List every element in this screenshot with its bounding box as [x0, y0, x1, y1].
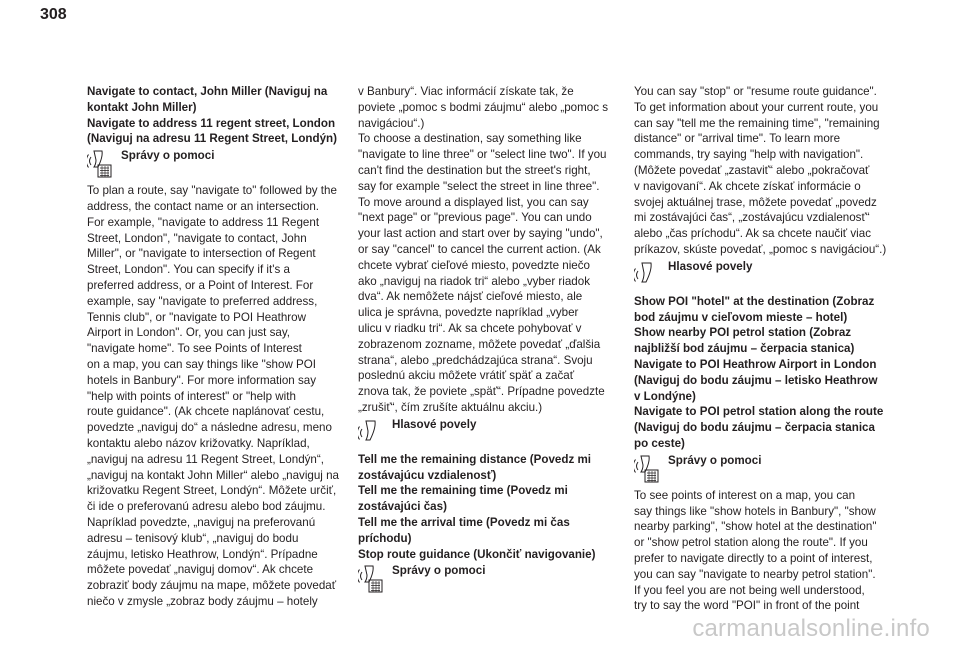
body-line: To plan a route, say "navigate to" followed by the: [87, 184, 337, 198]
body-line: try to say the word "POI" in front of the point: [634, 599, 860, 613]
body-line: v Banbury“. Viac informácií získate tak, že: [358, 85, 574, 98]
body-line: example, say "navigate to preferred address,: [87, 294, 318, 308]
body-line: niečo v zmysle „zobraz body záujmu – hotely: [87, 594, 318, 608]
body-line: address, the contact name or an intersection.: [87, 199, 320, 213]
body-line: For example, "navigate to address 11 Regent: [87, 215, 320, 229]
help-messages-row: [87, 148, 349, 178]
body-line: v navigovaní“. Ak chcete získať informácie o: [634, 179, 861, 193]
col2-heading: [358, 452, 620, 563]
heading-line: kontakt John Miller): [87, 100, 197, 114]
voice-commands-row: [634, 259, 896, 289]
col1-heading: [87, 84, 349, 147]
heading-line: Tell me the arrival time (Povedz mi čas: [358, 515, 570, 529]
body-line: preferred address, or a Point of Interest. For: [87, 278, 314, 292]
heading-line: Navigate to address 11 regent street, London: [87, 116, 336, 130]
heading-line: zostávajúcu vzdialenosť): [358, 468, 497, 482]
body-line: nearby parking", "show hotel at the destination": [634, 520, 877, 534]
heading-line: (Naviguj do bodu záujmu – letisko Heathrow: [634, 373, 878, 387]
icon-label: Správy o pomoci: [668, 453, 762, 467]
help-message-icon: [87, 148, 113, 178]
body-line: your last action and start over by saying "undo",: [358, 227, 603, 241]
body-line: "next page" or "previous page". You can undo: [358, 211, 592, 225]
body-line: To see points of interest on a map, you can: [634, 488, 856, 502]
body-line: distance" or "arrival time". To learn more: [634, 132, 841, 146]
voice-command-icon: [634, 259, 660, 289]
body-line: strana“, alebo „predchádzajúca strana“. Svoju: [358, 353, 593, 367]
body-line: príkazov, skúste povedať, „pomoc s navigáciou“.): [634, 242, 887, 256]
body-line: You can say "stop" or "resume route guidance".: [634, 85, 877, 98]
heading-line: Show nearby POI petrol station (Zobraz: [634, 326, 852, 340]
body-line: povedzte „naviguj do“ a následne adresu, meno: [87, 421, 332, 435]
body-line: If you feel you are not being well understood,: [634, 583, 865, 597]
icon-label: Správy o pomoci: [121, 149, 215, 163]
heading-line: zostávajúci čas): [358, 500, 447, 514]
body-line: či ide o preferovanú adresu alebo bod záujmu.: [87, 500, 326, 514]
body-line: poviete „pomoc s bodmi záujmu“ alebo „pomoc s: [358, 100, 609, 114]
body-line: To choose a destination, say something like: [358, 132, 582, 146]
body-line: say for example "select the street in line three".: [358, 179, 600, 193]
heading-line: Navigate to POI petrol station along the route: [634, 405, 884, 419]
body-line: can say "tell me the remaining time", "remaining: [634, 116, 880, 130]
body-line: ulicu v riadku tri“. Ak sa chcete pohybovať v: [358, 321, 582, 335]
heading-line: (Naviguj do bodu záujmu – čerpacia stanica: [634, 421, 875, 435]
heading-line: Navigate to contact, John Miller (Naviguj na: [87, 85, 328, 98]
body-line: svojej aktuálnej trase, môžete povedať „povedz: [634, 195, 877, 209]
body-line: Miller", or "navigate to intersection of Regent: [87, 247, 316, 261]
body-line: znova tak, že poviete „späť“. Prípadne povedzte: [358, 385, 605, 399]
heading-line: Navigate to POI Heathrow Airport in London: [634, 357, 877, 371]
body-line: navigáciou“.): [358, 116, 425, 130]
col3-heading: [634, 294, 896, 452]
body-line: "help with points of interest" or "help with: [87, 389, 296, 403]
body-line: záujmu, letisko Heathrow, Londýn“. Prípadne: [87, 547, 318, 561]
help-message-icon: [358, 563, 384, 593]
heading-line: Tell me the remaining distance (Povedz mi: [358, 452, 592, 466]
body-line: or say "cancel" to cancel the current action. (Ak: [358, 242, 601, 256]
heading-line: v Londýne): [634, 389, 696, 403]
body-line: ako „naviguj na riadok tri“ alebo „vyber riadok: [358, 274, 590, 288]
body-line: „naviguj na kontakt John Miller“ alebo „naviguj na: [87, 468, 339, 482]
body-line: Street, London", "navigate to contact, John: [87, 231, 307, 245]
heading-line: Tell me the remaining time (Povedz mi: [358, 484, 568, 498]
body-line: „zrušiť“, čím zrušíte aktuálnu akciu.): [358, 400, 543, 414]
body-line: To move around a displayed list, you can say: [358, 195, 589, 209]
body-line: adresu – tenisový klub“, „naviguj do bodu: [87, 531, 299, 545]
body-line: križovatku Regent Street, Londýn“. Môžete určiť,: [87, 484, 337, 498]
body-line: Napríklad povedzte, „naviguj na preferovanú: [87, 515, 316, 529]
heading-line: najbližší bod záujmu – čerpacia stanica): [634, 342, 855, 356]
help-messages-row: [634, 453, 896, 483]
heading-line: príchodu): [358, 531, 412, 545]
column-1: [87, 84, 349, 610]
column-3: [634, 84, 896, 614]
voice-commands-row: [358, 417, 620, 447]
body-line: To get information about your current route, you: [634, 100, 879, 114]
body-line: Street, London". You can specify if it's a: [87, 263, 290, 277]
col3-body: [634, 84, 896, 258]
body-line: zobraziť body záujmu na mape, môžete povedať: [87, 579, 337, 593]
body-line: route guidance". (Ak chcete naplánovať cestu,: [87, 405, 325, 419]
icon-label: Hlasové povely: [392, 417, 477, 431]
body-line: on a map, you can say things like "show POI: [87, 357, 317, 371]
body-line: dva“. Ak nemôžete nájsť cieľové miesto, ale: [358, 290, 583, 304]
heading-line: Show POI "hotel" at the destination (Zobraz: [634, 294, 875, 308]
body-line: prefer to navigate directly to a point of interest,: [634, 551, 873, 565]
heading-line: bod záujmu v cieľovom mieste – hotel): [634, 310, 848, 324]
body-line: chcete vybrať cieľové miesto, povedzte niečo: [358, 258, 590, 272]
body-line: can't find the destination but the street's right,: [358, 163, 591, 177]
page-number: 308: [40, 6, 67, 23]
body-line: Airport in London". Or, you can just say,: [87, 326, 291, 340]
body-line: say things like "show hotels in Banbury", "show: [634, 504, 876, 518]
body-line: poslednú akciu môžete vrátiť späť a začať: [358, 369, 575, 383]
body-line: môžete povedať „naviguj domov“. Ak chcete: [87, 563, 314, 577]
col3-body-2: [634, 488, 896, 614]
help-message-icon: [634, 453, 660, 483]
body-line: commands, try saying "help with navigation".: [634, 148, 864, 162]
body-line: kontaktu alebo názov križovatky. Napríklad,: [87, 436, 310, 450]
voice-command-icon: [358, 417, 384, 447]
body-line: "navigate to line three" or "select line two". If you: [358, 148, 607, 162]
body-line: you can say "navigate to nearby petrol station".: [634, 567, 876, 581]
heading-line: Stop route guidance (Ukončiť navigovanie): [358, 547, 596, 561]
body-line: (Môžete povedať „zastaviť“ alebo „pokračovať: [634, 163, 870, 177]
icon-label: Hlasové povely: [668, 259, 753, 273]
body-line: zobrazenom zozname, môžete povedať „ďalšia: [358, 337, 601, 351]
col2-body: [358, 84, 620, 416]
body-line: „naviguj na adresu 11 Regent Street, Londýn“,: [87, 452, 324, 466]
watermark: carmanualsonline.info: [692, 615, 930, 642]
icon-label: Správy o pomoci: [392, 564, 486, 578]
body-line: alebo „čas príchodu“. Ak sa chcete naučiť viac: [634, 227, 871, 241]
heading-line: (Naviguj na adresu 11 Regent Street, Londýn): [87, 132, 337, 146]
body-line: Tennis club", or "navigate to POI Heathrow: [87, 310, 306, 324]
body-line: hotels in Banbury". For more information say: [87, 373, 317, 387]
column-2: [358, 84, 620, 598]
body-line: or "show petrol station along the route". If you: [634, 536, 868, 550]
body-line: mi zostávajúci čas“, „zostávajúcu vzdialenosť“: [634, 211, 870, 225]
help-messages-row: [358, 563, 620, 593]
body-line: "navigate home". To see Points of Interest: [87, 342, 302, 356]
heading-line: po ceste): [634, 436, 685, 450]
col1-body: [87, 183, 349, 610]
body-line: ulica je správna, povedzte napríklad „vyber: [358, 306, 579, 320]
